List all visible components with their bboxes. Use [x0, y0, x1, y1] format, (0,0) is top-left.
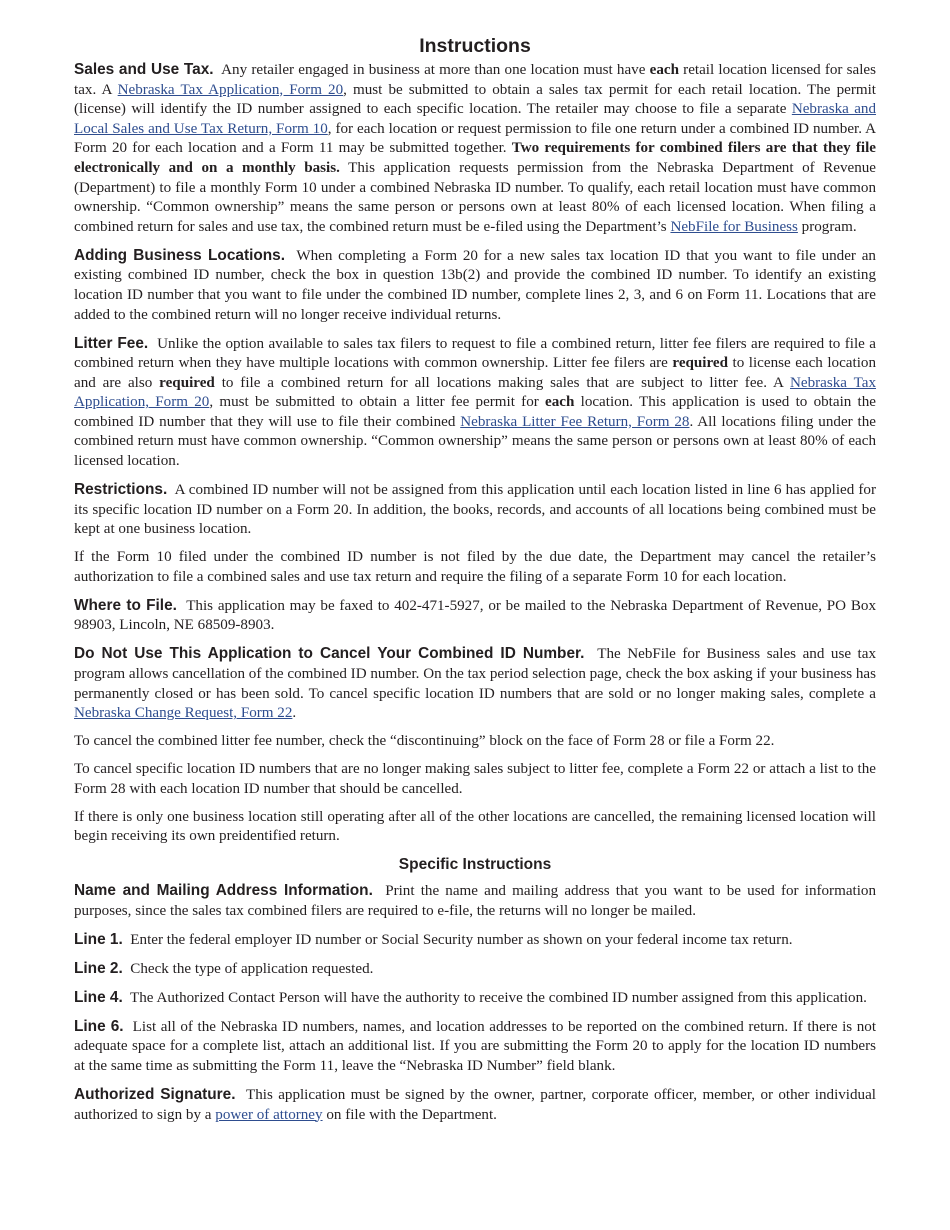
sales-use-tax-heading: Sales and Use Tax.: [74, 61, 214, 78]
line1-section: Line 1. Enter the federal employer ID number or Social Security number as shown on your federal income tax return.: [74, 930, 793, 948]
authorized-signature-heading: Authorized Signature.: [74, 1085, 236, 1103]
form-20-link-litter[interactable]: Nebraska Tax Application, Form 20: [74, 374, 877, 411]
line2-section: Line 2. Check the type of application requested.: [74, 959, 374, 977]
adding-locations-heading: Adding Business Locations.: [74, 246, 285, 264]
adding-locations-section: Adding Business Locations. When completing a Form 20 for a new sales tax location ID that you want to file under an existing combined ID number, check the box in question 13b(2) and provide the combined ID number. To identify an existing location ID number that you want to file under the combined ID number, complete lines 2, 3, and 6 on Form 11. Locations that are added to the combined return will no longer receive individual returns.: [74, 246, 876, 323]
form-28-link[interactable]: Nebraska Litter Fee Return, Form 28: [460, 413, 690, 430]
restrictions-heading: Restrictions.: [74, 481, 168, 499]
litter-fee-section: Litter Fee. Unlike the option available to sales tax filers to request to file a combined return, litter fee filers are required to file a combined return when they have multiple locations with common ownership. Litter fee filers are required to license each location and are also required to file a combined return for all locations making sales that are subject to litter fee. A Nebraska Tax Application, Form 20, must be submitted to obtain a litter fee permit for each location. This application is used to obtain the combined ID number that they will use to file their combined Nebraska Litter Fee Return, Form 28. All locations filing under the combined return must have common ownership. “Common ownership” means the same person or persons own at least 80% of each licensed location.: [74, 334, 877, 470]
line1-heading: Line 1.: [74, 930, 123, 948]
where-to-file-heading: Where to File.: [74, 596, 177, 614]
form10-cancel-paragraph: If the Form 10 filed under the combined ID number is not filed by the due date, the Department may cancel the retailer’s authorization to file a combined sales and use tax return and require the filing of a separate Form 10 for each location.: [74, 549, 876, 585]
form-20-link[interactable]: Nebraska Tax Application, Form 20: [117, 81, 344, 98]
one-location-paragraph: If there is only one business location still operating after all of the other locations are cancelled, the remaining licensed location will begin receiving its own preidentified return.: [74, 808, 876, 845]
where-to-file-section: Where to File. This application may be faxed to 402-471-5927, or be mailed to the Nebraska Department of Revenue, PO Box 98903, Lincoln, NE 68509-8903.: [74, 596, 877, 634]
restrictions-section: Restrictions. A combined ID number will not be assigned from this application until each location listed in line 6 has applied for its specific location ID number on a Form 20. In addition, the books, records, and accounts of all locations being combined must be kept at one business location.: [74, 481, 876, 538]
cancel-litter-paragraph: To cancel the combined litter fee number, check the “discontinuing” block on the face of Form 28 or file a Form 22.: [74, 733, 775, 750]
name-address-heading: Name and Mailing Address Information.: [74, 882, 373, 900]
line4-section: Line 4. The Authorized Contact Person will have the authority to receive the combined ID number assigned from this application.: [74, 988, 867, 1006]
instructions-page: [74, 34, 876, 1134]
form-10-link[interactable]: Nebraska and Local Sales and Use Tax Return, Form 10: [74, 101, 877, 137]
sales-use-tax-section: Sales and Use Tax. Any retailer engaged in business at more than one location must have each retail location licensed for sales tax. A Nebraska Tax Application, Form 20, must be submitted to obtain a sales tax permit for each retail location. The permit (license) will identify the ID number assigned to each specific location. The retailer may choose to file a separate Nebraska and Local Sales and Use Tax Return, Form 10, for each location or request permission to file one return under a combined ID number. A Form 20 for each location and a Form 11 may be submitted together. Two requirements for combined filers are that they file electronically and on a monthly basis. This application requests permission from the Nebraska Department of Revenue (Department) to file a monthly Form 10 under a combined Nebraska ID number. To qualify, each retail location must have common ownership. “Common ownership” means the same person or persons own at least 80% of each licensed location. When filing a combined return for sales and use tax, the combined return must be e-filed using the Department’s NebFile for Business program.: [74, 61, 877, 235]
line2-heading: Line 2.: [74, 959, 123, 977]
litter-fee-heading: Litter Fee.: [74, 334, 149, 352]
do-not-use-section: Do Not Use This Application to Cancel Your Combined ID Number. The NebFile for Business sales and use tax program allows cancellation of the combined ID number. On the tax period selection page, check the box asking if your business has permanently closed or has been sold. To cancel specific location ID numbers that are sold or no longer making sales, complete a Nebraska Change Request, Form 22.: [74, 645, 876, 722]
cancel-specific-paragraph: To cancel specific location ID numbers that are no longer making sales subject to litter fee, complete a Form 22 or attach a list to the Form 28 with each location ID number that should be cancelled.: [74, 761, 876, 797]
line6-section: Line 6. List all of the Nebraska ID numbers, names, and location addresses to be reported on the combined return. If there is not adequate space for a complete list, attach an additional list. If you are submitting the Form 20 to apply for the location ID numbers at the same time as submitting the Form 11, leave the “Nebraska ID Number” field blank.: [74, 1017, 877, 1074]
line4-heading: Line 4.: [74, 988, 123, 1006]
name-address-section: Name and Mailing Address Information. Print the name and mailing address that you want to be used for information purposes, since the sales tax combined filers are required to e-file, the returns will no longer be mailed.: [74, 882, 877, 919]
power-of-attorney-link[interactable]: power of attorney: [215, 1106, 323, 1123]
authorized-signature-section: Authorized Signature. This application must be signed by the owner, partner, corporate officer, member, or other individual authorized to sign by a power of attorney on file with the Department.: [74, 1085, 876, 1123]
specific-instructions-title: Specific Instructions: [398, 856, 552, 874]
form-22-link[interactable]: Nebraska Change Request, Form 22: [74, 705, 293, 722]
nebfile-link[interactable]: NebFile for Business: [670, 218, 798, 235]
line6-heading: Line 6.: [74, 1017, 124, 1035]
do-not-use-heading: Do Not Use This Application to Cancel Your Combined ID Number.: [74, 645, 585, 663]
page-title: Instructions: [419, 35, 531, 57]
